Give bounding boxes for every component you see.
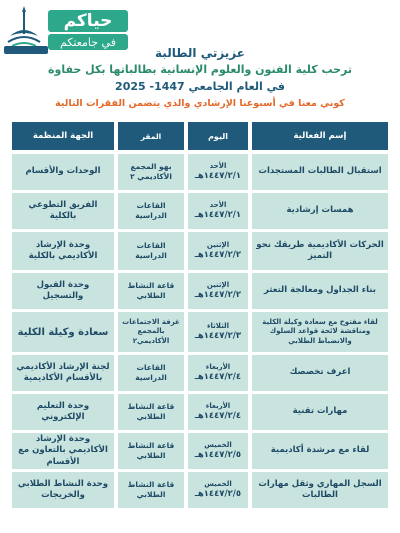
day-name: الخميس (204, 440, 232, 449)
table-row (12, 472, 388, 508)
date: ١٤٤٧/٢/٥هـ (194, 450, 242, 461)
org-cell: وحدة القبول والتسجيل (12, 273, 114, 309)
date: ١٤٤٧/٢/٢هـ (194, 250, 242, 261)
place-cell: قاعة النشاط الطلابي (118, 394, 184, 430)
day-name: الأحد (209, 161, 227, 170)
date: ١٤٤٧/٢/٤هـ (194, 372, 242, 383)
place-cell: قاعة النشاط الطلابي (118, 433, 184, 469)
day-name: الإثنين (206, 240, 230, 249)
header-event: إسم الفعالية (252, 122, 388, 150)
place-cell: بهو المجمع الأكاديمي ٢ (118, 154, 184, 190)
event-cell: استقبال الطالبات المستجدات (252, 154, 388, 190)
day-name: الإثنين (206, 280, 230, 289)
table-row (12, 232, 388, 270)
day-cell (188, 355, 248, 391)
header-place: المقر (118, 122, 184, 150)
place-cell: القاعات الدراسية (118, 193, 184, 229)
day-cell (188, 273, 248, 309)
org-cell: وحدة الإرشاد الأكاديمي بالتعاون مع الأقسام (12, 433, 114, 469)
table-row (12, 312, 388, 352)
title: عزيزتي الطالبة (155, 46, 245, 60)
table-row (12, 193, 388, 229)
event-cell: لقاء مفتوح مع سعادة وكيلة الكلية ومناقشة لائحة قواعد السلوك والانضباط الطلابي (252, 312, 388, 352)
event-cell: الحركات الأكاديمية طريقك نحو التميز (252, 232, 388, 270)
date: ١٤٤٧/٢/٥هـ (194, 489, 242, 500)
date: ١٤٤٧/٢/٣هـ (194, 331, 242, 342)
date: ١٤٤٧/٢/٤هـ (194, 411, 242, 422)
day-cell (188, 193, 248, 229)
day-name: الأحد (209, 200, 227, 209)
event-cell: بناء الجداول ومعالجة التعثر (252, 273, 388, 309)
day-name: الثلاثاء (206, 321, 230, 330)
day-name: الخميس (204, 479, 232, 488)
org-cell: الفريق التطوعي بالكلية (12, 193, 114, 229)
day-name: الأربعاء (205, 401, 231, 410)
place-cell: القاعات الدراسية (118, 355, 184, 391)
day-cell (188, 154, 248, 190)
day-cell (188, 232, 248, 270)
org-cell: وحدة النشاط الطلابي والخريجات (12, 472, 114, 508)
day-cell (188, 472, 248, 508)
org-cell: لجنة الإرشاد الأكاديمي بالأقسام الأكاديمية (12, 355, 114, 391)
table-row (12, 154, 388, 190)
header-day: اليوم (188, 122, 248, 150)
org-cell: سعادة وكيلة الكلية (12, 312, 114, 352)
schedule-table (12, 122, 388, 511)
day-cell (188, 394, 248, 430)
welcome-banner: حياكم (48, 10, 128, 32)
org-cell: وحدة التعليم الإلكتروني (12, 394, 114, 430)
date: ١٤٤٧/٢/١هـ (194, 210, 242, 221)
university-logo (4, 4, 44, 52)
day-cell (188, 433, 248, 469)
place-cell: غرفة الاجتماعات بالمجمع الأكاديمي٢ (118, 312, 184, 352)
year-line: في العام الجامعي 1447- 2025 (115, 80, 285, 93)
org-cell: الوحدات والأقسام (12, 154, 114, 190)
place-cell: قاعة النشاط الطلابي (118, 472, 184, 508)
place-cell: قاعة النشاط الطلابي (118, 273, 184, 309)
event-cell: همسات إرشادية (252, 193, 388, 229)
date: ١٤٤٧/٢/١هـ (194, 171, 242, 182)
event-cell: لقاء مع مرشدة أكاديمية (252, 433, 388, 469)
event-cell: السجل المهاري وثقل مهارات الطالبات (252, 472, 388, 508)
place-cell: القاعات الدراسية (118, 232, 184, 270)
welcome-subbanner: في جامعتكم (48, 34, 128, 50)
table-row (12, 433, 388, 469)
table-header (12, 122, 388, 150)
table-row (12, 355, 388, 391)
table-row (12, 394, 388, 430)
day-cell (188, 312, 248, 352)
header-org: الجهة المنظمة (12, 122, 114, 150)
event-cell: اعرف تخصصك (252, 355, 388, 391)
day-name: الأربعاء (205, 362, 231, 371)
org-cell: وحدة الإرشاد الأكاديمي بالكلية (12, 232, 114, 270)
event-cell: مهارات تقنية (252, 394, 388, 430)
date: ١٤٤٧/٢/٢هـ (194, 290, 242, 301)
welcome-line: ترحب كلية الفنون والعلوم الإنسانية بطالباتها بكل حفاوة (48, 63, 352, 76)
invite-line: كوني معنا في أسبوعنا الإرشادي والذي يتضمن الفقرات التالية (55, 98, 345, 109)
table-row (12, 273, 388, 309)
